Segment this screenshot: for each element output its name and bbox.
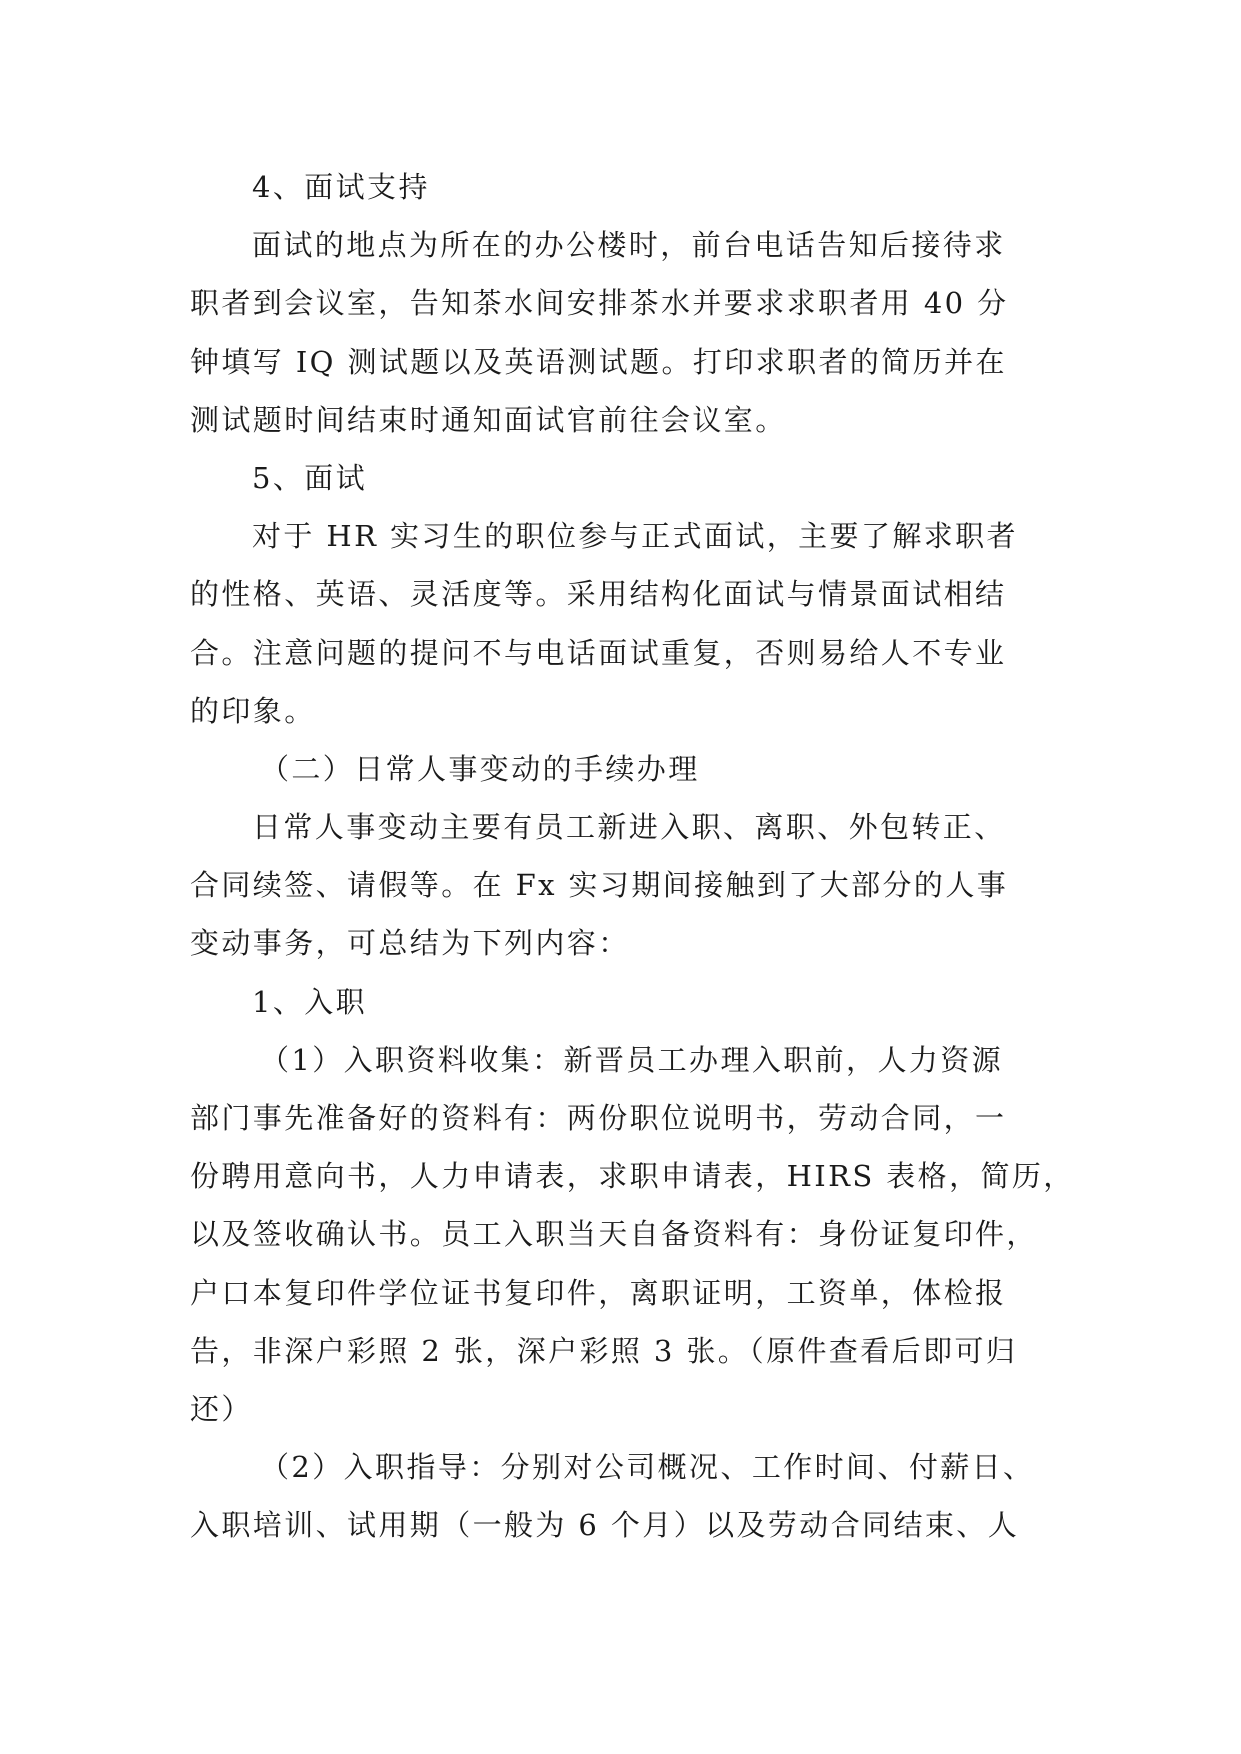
section-heading-interview-support: 4、面试支持 bbox=[252, 170, 430, 204]
paragraph-line: 的印象。 bbox=[190, 693, 316, 728]
paragraph-line: 告，非深户彩照 2 张，深户彩照 3 张。（原件查看后即可归 bbox=[190, 1333, 1018, 1368]
paragraph-line: 对于 HR 实习生的职位参与正式面试，主要了解求职者 bbox=[252, 519, 1018, 554]
paragraph-line: 日常人事变动主要有员工新进入职、离职、外包转正、 bbox=[252, 810, 1006, 845]
paragraph-line: （2）入职指导：分别对公司概况、工作时间、付薪日、 bbox=[260, 1450, 1035, 1485]
paragraph-line: 职者到会议室，告知茶水间安排茶水并要求求职者用 40 分 bbox=[190, 286, 1009, 321]
paragraph-line: 的性格、英语、灵活度等。采用结构化面试与情景面试相结 bbox=[190, 577, 1007, 612]
paragraph-line: 以及签收确认书。员工入职当天自备资料有：身份证复印件， bbox=[190, 1217, 1038, 1252]
section-heading-onboarding: 1、入职 bbox=[252, 984, 368, 1019]
section-heading-interview: 5、面试 bbox=[252, 460, 368, 495]
paragraph-line: （1）入职资料收集：新晋员工办理入职前，人力资源 bbox=[260, 1042, 1004, 1077]
paragraph-line: 测试题时间结束时通知面试官前往会议室。 bbox=[190, 402, 787, 437]
paragraph-line: 变动事务，可总结为下列内容： bbox=[190, 926, 630, 961]
document-body bbox=[190, 158, 1075, 1555]
paragraph-line: 份聘用意向书，人力申请表，求职申请表，HIRS 表格，简历， bbox=[190, 1159, 1075, 1194]
paragraph-line: 入职培训、试用期（一般为 6 个月）以及劳动合同结束、人 bbox=[190, 1508, 1020, 1543]
section-heading-personnel-changes: （二）日常人事变动的手续办理 bbox=[260, 751, 700, 786]
paragraph-line: 部门事先准备好的资料有：两份职位说明书，劳动合同，一 bbox=[190, 1101, 1007, 1135]
paragraph-line: 面试的地点为所在的办公楼时，前台电话告知后接待求 bbox=[252, 228, 1006, 263]
paragraph-line: 合。注意问题的提问不与电话面试重复，否则易给人不专业 bbox=[190, 635, 1007, 670]
paragraph-line: 合同续签、请假等。在 Fx 实习期间接触到了大部分的人事 bbox=[190, 868, 1009, 903]
paragraph-line: 还） bbox=[190, 1391, 253, 1426]
paragraph-line: 户口本复印件学位证书复印件，离职证明，工资单，体检报 bbox=[190, 1275, 1007, 1310]
paragraph-line: 钟填写 IQ 测试题以及英语测试题。打印求职者的简历并在 bbox=[190, 344, 1007, 379]
